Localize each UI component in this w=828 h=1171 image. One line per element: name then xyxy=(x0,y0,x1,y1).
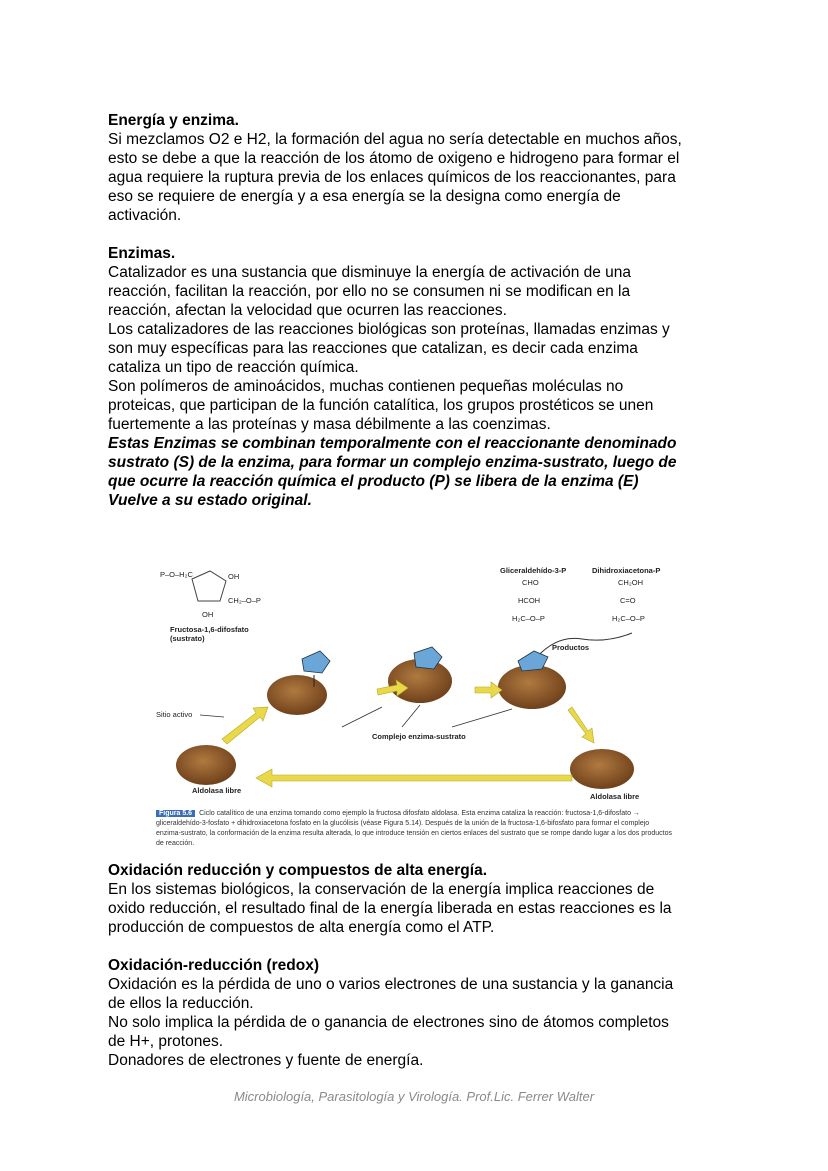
fructose-molecule xyxy=(160,570,261,619)
enzyme-shape xyxy=(267,675,327,715)
section-title-energia: Energía y enzima. xyxy=(108,112,239,129)
paragraph-line: Son polímeros de aminoácidos, muchas contienen pequeñas moléculas no xyxy=(108,378,624,395)
document-body-lower xyxy=(108,861,726,1070)
svg-text:HCOH: HCOH xyxy=(518,596,541,605)
paragraph-line: Si mezclamos O2 e H2, la formación del agua no sería detectable en muchos años, xyxy=(108,131,682,148)
svg-text:P–O–H₂C: P–O–H₂C xyxy=(160,570,193,579)
svg-text:OH: OH xyxy=(228,572,240,581)
section-title-redox: Oxidación-reducción (redox) xyxy=(108,957,320,974)
svg-text:OH: OH xyxy=(202,610,214,619)
free-aldolase-right-label: Aldolasa libre xyxy=(590,792,640,801)
paragraph-line: esto se debe a que la reacción de los átomo de oxigeno e hidrogeno para formar el xyxy=(108,150,680,167)
complex-label: Complejo enzima-sustrato xyxy=(372,732,466,741)
paragraph-line: de ellos la reducción. xyxy=(108,995,254,1012)
paragraph-line: Donadores de electrones y fuente de energía. xyxy=(108,1052,424,1069)
svg-text:CH₂OH: CH₂OH xyxy=(618,578,643,587)
paragraph-line: oxido reducción, el resultado final de la energía liberada en estas reacciones es la xyxy=(108,900,672,917)
enzyme-shape xyxy=(176,745,236,785)
products-label: Productos xyxy=(552,643,590,652)
section-title-oxidacion: Oxidación reducción y compuestos de alta energía. xyxy=(108,862,488,879)
svg-text:CH₂–O–P: CH₂–O–P xyxy=(228,596,261,605)
paragraph-line: activación. xyxy=(108,207,182,224)
figure-caption-text: Ciclo catalítico de una enzima tomando como ejemplo la fructosa difosfato aldolasa. Esta enzima cataliza la reacción: fructosa-1,6-difosfato → gliceraldehído-3-fosfato + dihidroxiacetona fosfato en la glucólisis (véase Figura 5.14). Después de la unión de la fructosa-1,6-bifosfato para formar el complejo enzima-sustrato, la conformación de la enzima resulta alterada, lo que introduce tensión en ciertos enlaces del sustrato que se rompe dando lugar a los dos productos de reacción. xyxy=(156,810,672,847)
active-site-label: Sitio activo xyxy=(156,710,193,719)
free-aldolase-left-label: Aldolasa libre xyxy=(192,786,242,795)
emphasis-line: Vuelve a su estado original. xyxy=(108,492,312,509)
enzyme-shape xyxy=(570,749,634,789)
paragraph-line: eso se requiere de energía y a esa energía se la designa como energía de xyxy=(108,188,621,205)
dihidroxiacetona-label: Dihidroxiacetona-P xyxy=(592,566,661,575)
fructose-label: Fructosa-1,6-difosfato xyxy=(170,625,249,634)
emphasis-line: que ocurre la reacción química el producto (P) se libera de la enzima (E) xyxy=(108,473,639,490)
enzyme-shape xyxy=(498,665,566,709)
paragraph-line: cataliza un tipo de reacción química. xyxy=(108,359,359,376)
emphasis-line: sustrato (S) de la enzima, para formar un complejo enzima-sustrato, luego de xyxy=(108,454,677,471)
enzyme-cycle-diagram xyxy=(152,547,682,809)
figure-tag: Figura 5.6 xyxy=(156,810,195,817)
emphasis-line: Estas Enzimas se combinan temporalmente con el reaccionante denominado xyxy=(108,435,677,452)
gliceraldehido-label: Gliceraldehído-3-P xyxy=(500,566,567,575)
paragraph-line: Los catalizadores de las reacciones biológicas son proteínas, llamadas enzimas y xyxy=(108,321,670,338)
paragraph-line: No solo implica la pérdida de o ganancia de electrones sino de átomos completos xyxy=(108,1014,669,1031)
svg-text:CHO: CHO xyxy=(522,578,539,587)
paragraph-line: proteicas, que participan de la función catalítica, los grupos prostéticos se unen xyxy=(108,397,654,414)
document-body xyxy=(108,111,726,510)
paragraph-line: de H+, protones. xyxy=(108,1033,224,1050)
paragraph-line: Oxidación es la pérdida de uno o varios electrones de una sustancia y la ganancia xyxy=(108,976,674,993)
page-footer: Microbiología, Parasitología y Virología. Prof.Lic. Ferrer Walter xyxy=(233,1089,595,1104)
paragraph-line: fuertemente a las proteínas y masa débilmente a las coenzimas. xyxy=(108,416,551,433)
enzyme-cycle-figure xyxy=(152,547,682,870)
svg-text:H₂C–O–P: H₂C–O–P xyxy=(512,614,545,623)
paragraph-line: son muy específicas para las reacciones que catalizan, es decir cada enzima xyxy=(108,340,638,357)
figure-caption xyxy=(156,809,674,849)
paragraph-line: producción de compuestos de alta energía como el ATP. xyxy=(108,919,495,936)
product-structures xyxy=(512,578,645,623)
paragraph-line: reacción, facilitan la reacción, por ello no se consumen ni se modifican en la xyxy=(108,283,631,300)
substrate-label: (sustrato) xyxy=(170,634,205,643)
paragraph-line: agua requiere la ruptura previa de los enlaces químicos de los reaccionantes, para xyxy=(108,169,676,186)
paragraph-line: En los sistemas biológicos, la conservación de la energía implica reacciones de xyxy=(108,881,655,898)
svg-text:H₂C–O–P: H₂C–O–P xyxy=(612,614,645,623)
paragraph-line: reacción, afectan la velocidad que ocurren las reacciones. xyxy=(108,302,507,319)
section-title-enzimas: Enzimas. xyxy=(108,245,176,262)
svg-text:C=O: C=O xyxy=(620,596,636,605)
paragraph-line: Catalizador es una sustancia que disminuye la energía de activación de una xyxy=(108,264,632,281)
